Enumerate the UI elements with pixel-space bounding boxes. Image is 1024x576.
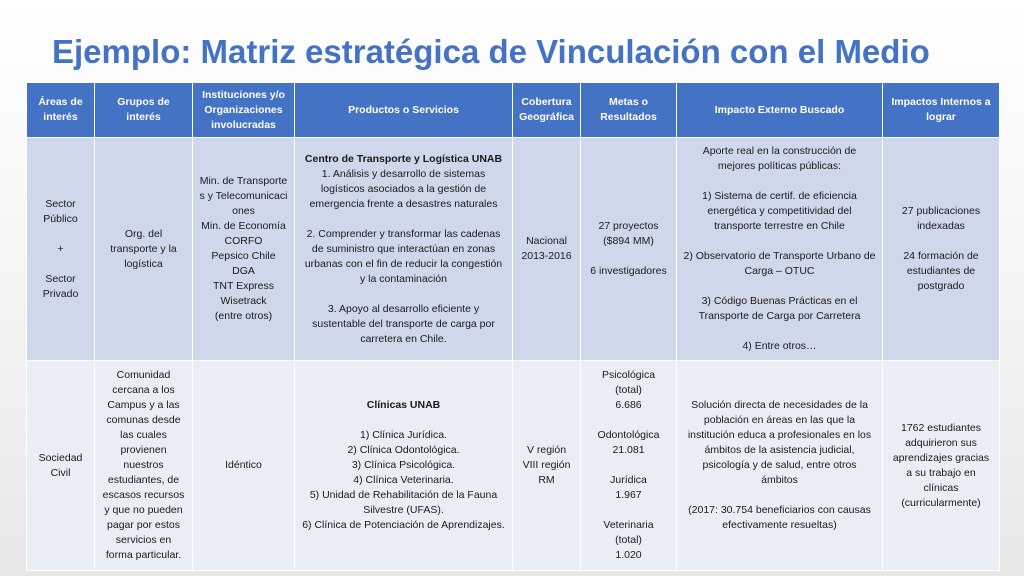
- cell-cobertura: [513, 361, 581, 571]
- header-instituciones: Instituciones y/o Organizaciones involucradas: [193, 83, 295, 138]
- meta-line: Veterinaria: [603, 519, 654, 531]
- cell-grupo: Org. del transporte y la logística: [95, 138, 193, 361]
- header-metas: Metas o Resultados: [581, 83, 677, 138]
- producto-item: 3. Apoyo al desarrollo eficiente y sustentable del transporte de carga por carretera en Chile.: [312, 302, 495, 345]
- impacto-line: 2) Observatorio de Transporte Urbano de Carga – OTUC: [683, 250, 876, 277]
- institution: Wisetrack: [220, 295, 267, 307]
- meta-line: ($894 MM): [603, 235, 654, 247]
- impacto-line: Aporte real en la construcción de mejores políticas públicas:: [702, 145, 857, 172]
- producto-item: 3) Clínica Psicológica.: [351, 459, 456, 471]
- impacto-line: Solución directa de necesidades de la población en áreas en las que la institución educa a profesionales en los ámbitos de la asistencia judicial, psicología y de salud, entre otros ámbitos: [687, 399, 872, 486]
- cobertura-line: V región: [526, 444, 567, 456]
- area-line: Sector: [45, 272, 76, 285]
- header-row: [27, 83, 1000, 138]
- cell-instituciones: Idéntico: [193, 361, 295, 571]
- area-line: Sector: [45, 197, 76, 210]
- institution: CORFO: [224, 235, 263, 247]
- cobertura-line: 2013-2016: [521, 250, 572, 262]
- producto-item: 5) Unidad de Rehabilitación de la Fauna Silvestre (UFAS).: [309, 489, 498, 516]
- header-grupos: Grupos de interés: [95, 83, 193, 138]
- cell-area: Sociedad Civil: [27, 361, 95, 571]
- cell-grupo: Comunidad cercana a los Campus y a las comunas desde las cuales provienen nuestros estudiantes, de escasos recursos y que no pueden pagar por estos servicios en forma particular.: [95, 361, 193, 571]
- impacto-interno-line: 24 formación de estudiantes de postgrado: [903, 250, 979, 292]
- cell-area: [27, 138, 95, 361]
- cell-impacto-interno: 1762 estudiantes adquirieron sus aprendizajes gracias a su trabajo en clínicas (curricularmente): [883, 361, 1000, 571]
- meta-line: 27 proyectos: [598, 220, 659, 232]
- producto-item: 2. Comprender y transformar las cadenas de suministro que interactúan en zonas urbanas con el fin de reducir la congestión y la contaminación: [304, 227, 503, 285]
- area-line: Privado: [42, 287, 79, 300]
- producto-item: 1) Clínica Jurídica.: [360, 429, 447, 441]
- institution: Min. de Transportes y Telecomunicaciones: [199, 175, 288, 217]
- meta-line: 1.967: [615, 489, 642, 501]
- header-impactos-internos: Impactos Internos a lograr: [883, 83, 1000, 138]
- header-productos: Productos o Servicios: [295, 83, 513, 138]
- meta-line: Psicológica: [601, 369, 656, 381]
- page-title: Ejemplo: Matriz estratégica de Vinculación con el Medio: [52, 33, 930, 70]
- meta-line: 6.686: [615, 399, 642, 411]
- cell-cobertura: [513, 138, 581, 361]
- cell-impacto-interno: [883, 138, 1000, 361]
- institution: DGA: [232, 265, 255, 277]
- productos-title: Clínicas UNAB: [366, 399, 441, 411]
- producto-item: 6) Clínica de Potenciación de Aprendizajes.: [302, 519, 505, 531]
- producto-item: 4) Clínica Veterinaria.: [353, 474, 454, 486]
- header-areas: Áreas de interés: [27, 83, 95, 138]
- cell-metas: [581, 361, 677, 571]
- table-row: [27, 138, 1000, 361]
- cell-impacto-externo: [677, 138, 883, 361]
- cell-productos: [295, 138, 513, 361]
- impacto-line: 1) Sistema de certif. de eficiencia energética y competitividad del transporte terrestre en Chile: [702, 190, 857, 232]
- meta-line: Jurídica: [610, 474, 647, 486]
- producto-item: 1. Análisis y desarrollo de sistemas logísticos asociados a la gestión de emergencia frente a desastres naturales: [309, 167, 498, 210]
- meta-line: 21.081: [612, 444, 645, 456]
- area-line: +: [57, 242, 64, 255]
- cell-metas: [581, 138, 677, 361]
- producto-item: 2) Clínica Odontológica.: [347, 444, 460, 456]
- strategy-matrix-table: [26, 82, 1000, 571]
- cell-impacto-externo: [677, 361, 883, 571]
- header-cobertura: Cobertura Geográfica: [513, 83, 581, 138]
- cell-instituciones: [193, 138, 295, 361]
- meta-line: 1.020: [615, 549, 642, 561]
- impacto-line: 4) Entre otros…: [742, 340, 817, 352]
- institution: Min. de Economía: [201, 220, 286, 232]
- header-impacto-externo: Impacto Externo Buscado: [677, 83, 883, 138]
- area-line: Público: [43, 212, 78, 225]
- cell-productos: [295, 361, 513, 571]
- institution: TNT Express: [212, 280, 275, 292]
- productos-title: Centro de Transporte y Logística UNAB: [304, 152, 503, 165]
- impacto-interno-line: 27 publicaciones indexadas: [901, 205, 981, 232]
- cobertura-line: RM: [538, 474, 555, 486]
- meta-line: (total): [615, 384, 642, 396]
- cobertura-line: Nacional: [526, 235, 567, 247]
- meta-line: 6 investigadores: [590, 265, 667, 277]
- cobertura-line: VIII región: [522, 459, 571, 471]
- table-row: [27, 361, 1000, 571]
- impacto-line: 3) Código Buenas Prácticas en el Transporte de Carga por Carretera: [698, 295, 861, 322]
- impacto-line: (2017: 30.754 beneficiarios con causas efectivamente resueltas): [688, 504, 871, 531]
- meta-line: Odontológica: [597, 429, 660, 441]
- meta-line: (total): [615, 534, 642, 546]
- institution: Pepsico Chile: [211, 250, 276, 262]
- institution: (entre otros): [214, 310, 273, 322]
